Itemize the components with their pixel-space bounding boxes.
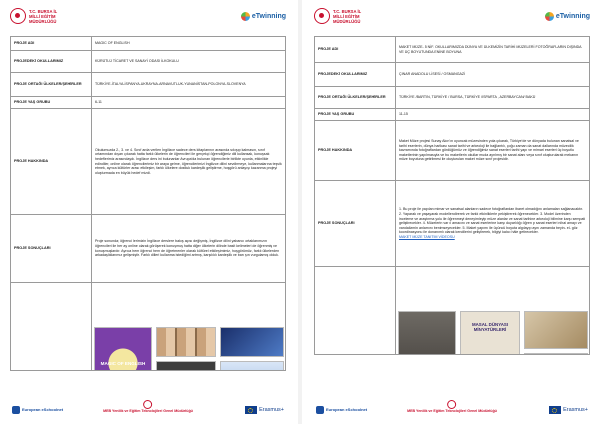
- erasmus-logo: [549, 406, 588, 414]
- row-key-empty: [315, 267, 396, 355]
- row-value: Maket Müze projesi Sunay Akın'ın oyuncak müzesinden yola çıkarak, Türkiye'de ve dünyada bulunan sanatsal ve tarihi eserlerin, dünya harikası sanat tarihi ve arkeoloji ile bağlantılı, çoğu zaman da sanat dallarında müzecilik kavramında fotoğraflardan gördüğümüz ve öğrendiğimiz sanat eserleri tarihi yapı ve mimari eserleri üç boyutlu maketlerinin yapılmasıyla ve bu maketlerin okullar muda ayrılmış bir sanat alanı veya sınıf oluşturularak mekanın müze boyutuna getirilmesi ile oluşturulan maket müze sınıf projesidir.: [396, 121, 590, 181]
- page-divider: [298, 0, 302, 424]
- row-key: PROJE YAŞ GRUBU: [11, 97, 92, 109]
- page-header: [10, 8, 286, 30]
- table-row: [315, 87, 590, 109]
- table-row: [315, 37, 590, 63]
- meb-logo-text: T.C. BURSA İL MİLLİ EĞİTİM MÜDÜRLÜĞÜ: [29, 8, 58, 24]
- page-header: [314, 8, 590, 30]
- meb-logo: [314, 8, 373, 24]
- etwinning-logo: [545, 12, 590, 21]
- eu-flag-icon: [245, 406, 257, 414]
- row-value: ÇINAR ANADOLU LİSESİ / OSMANGAZİ: [396, 63, 590, 87]
- table-row: [315, 267, 590, 355]
- photo-cell: [396, 267, 590, 355]
- row-value: KÜRÜTLÜ TİCARET VE SANAYİ ODASI İLKOKULU: [92, 51, 286, 73]
- eschoolnet-icon: [12, 406, 20, 414]
- table-row: [11, 97, 286, 109]
- row-key: PROJE ORTAĞI ÜLKELER/ŞEHİRLER: [315, 87, 396, 109]
- project-table-right: [314, 36, 590, 355]
- row-key: PROJE ADI: [11, 37, 92, 51]
- row-key: PROJE SONUÇLARI: [11, 215, 92, 283]
- row-key: PROJE HAKKINDA: [315, 121, 396, 181]
- results-text: 1. Bu proje ile yapılan mimar ve sanatsal alanların sadece fotoğraflardan ibaret olmadığını anlamaları sağlanacaktır. 2. Yaparak ve yaşayarak modellendirerek ve farklı etkinliklerle pekiştirerek öğrenecekler. 3. Model üzerinden inceleme ve araştırma yolu ile öğrenmeyi deneyimleyip müze alanlar ve sanat tarihine arkeoloji bilimine karşı sempati geliştirecekler. 4. Müzelerin var ıl amacını ve sanat eserlerine karşı duyarlılığı öğren p sanat eserleri nihai amayı ve vandalizmin anlamını benimseyecekler. 5. Maket yapımı ile üçüncü boyuta algılayıp aynı zamanda beyin- el- göz koordinasyonu ile donanımlı olarak kendilerini geliştirerek, bilgiyi kalıcı hâle getirecekler.: [399, 207, 586, 235]
- meb-footer-text: MEB Yenilik ve Eğitim Teknolojileri Genel Müdürlüğü: [407, 409, 497, 413]
- row-value: TÜRKİYE-İTALYA-İSPANYA-UKRAYNA-ARNAVUTLUK-YUNANİSTAN-POLONYA-SLOVENYA: [92, 73, 286, 97]
- miniature-book-cover-image: [460, 311, 520, 355]
- erasmus-text: Erasmus+: [259, 407, 284, 413]
- online-session-image: [220, 327, 284, 357]
- project-poster-image: [94, 327, 152, 371]
- row-key-empty: [11, 283, 92, 371]
- meb-footer-logo: [103, 400, 193, 413]
- eschoolnet-icon: [316, 406, 324, 414]
- eschoolnet-logo: [316, 406, 367, 414]
- left-page: [0, 0, 296, 424]
- table-row: [11, 73, 286, 97]
- model-exhibit-image: [524, 353, 588, 355]
- book-cover-title: MASAL DÜNYASI MİNYATÜRLERİ: [471, 321, 509, 332]
- photo-cell: [92, 283, 286, 371]
- table-row: [315, 181, 590, 267]
- project-table-left: [10, 36, 286, 371]
- row-value: 6-11: [92, 97, 286, 109]
- promo-video-link[interactable]: MAKET MÜZE TANITIM VİDEOSU: [399, 234, 455, 239]
- etwinning-text: eTwinning: [251, 13, 286, 20]
- row-key: PROJEDEKİ OKULLARIMIZ: [315, 63, 396, 87]
- classroom-photo-image: [220, 361, 284, 371]
- table-row: [11, 215, 286, 283]
- etwinning-text: eTwinning: [555, 13, 590, 20]
- meeting-screenshot-image: [156, 361, 216, 371]
- erasmus-text: Erasmus+: [563, 407, 588, 413]
- row-key: PROJE ADI: [315, 37, 396, 63]
- meb-footer-text: MEB Yenilik ve Eğitim Teknolojileri Genel Müdürlüğü: [103, 409, 193, 413]
- meb-logo: [10, 8, 69, 24]
- table-row: [11, 51, 286, 73]
- poster-caption: MAGIC OF ENGLISH: [100, 360, 146, 366]
- museum-model-image: [398, 311, 456, 355]
- model-building-image: [524, 311, 588, 349]
- table-row: [11, 37, 286, 51]
- row-value: Okulumuzda 2., 3. ve 4. Sınıf arda verilen İngilizce sadece ders kitaplarının arasında sıkışıp kalmasın, sınıf ortamından dışarı çıkarak hatta farklı ülkelerin de öğrencileri ile gerçekçi öğrendiğimiz dili kullansak, konuşsak hedeflerimiz arasındaydı. İngilizce ders ini bulunanlar Avrupa'da bulunan öğrencilerle birlikte oyunla, etkinlikle edindiler, online olarak öğrencilerimiz bir araya gelme, öğrencilerimizi İngilizce dilini sevdirmeye, kullanmalarına teşvik etmek, ayrıca kültürler arası etkileşim, farklı ülkelere dostluk kardeşlik geliştirme, hoşgörü anlayışı kazanma projeyi oluşturmada en büyük hedef mizdi.: [92, 109, 286, 215]
- row-key: PROJE YAŞ GRUBU: [315, 109, 396, 121]
- etwinning-logo: [241, 12, 286, 21]
- eschoolnet-text: European eSchoolnet: [326, 406, 368, 412]
- meb-footer-seal-icon: [447, 400, 456, 409]
- meb-logo-text: T.C. BURSA İL MİLLİ EĞİTİM MÜDÜRLÜĞÜ: [333, 8, 362, 24]
- row-key: PROJE SONUÇLARI: [315, 181, 396, 267]
- row-value: Proje sonunda; öğrenci lerimizin İngilizce derslere bakış açısı değişmiş, İngilizce dilini yabancı ortaklarımızın öğrencileri ile her ay online olarak görüşerek konuşmuş hatta diğer ülkelerin dilinde basit kelimeleri de öğrenmiş ve konuşmuşlardır. Ayrıca hem öğrenci hem de öğretmenler olarak kültürel etkileşimimiz, hoşgörümüz, farklı ülkelerden arkadaşlıklarımız gelişmiştir. Farklı dilleri kullanma istediğimi artmış, karşılıklı kardeşlik ve barı şın vurgulamış olduk.: [92, 215, 286, 283]
- table-row: [315, 121, 590, 181]
- etwinning-icon: [545, 12, 554, 21]
- eschoolnet-text: European eSchoolnet: [22, 406, 64, 412]
- table-row: [11, 283, 286, 371]
- page-footer: [0, 400, 296, 420]
- table-row: [315, 63, 590, 87]
- row-key: PROJEDEKİ OKULLARIMIZ: [11, 51, 92, 73]
- page-footer: [304, 400, 600, 420]
- right-page: [304, 0, 600, 424]
- meb-seal-icon: [314, 8, 330, 24]
- meb-seal-icon: [10, 8, 26, 24]
- etwinning-icon: [241, 12, 250, 21]
- row-key: PROJE ORTAĞI ÜLKELER/ŞEHİRLER: [11, 73, 92, 97]
- video-call-grid-image: [156, 327, 216, 357]
- meb-footer-seal-icon: [143, 400, 152, 409]
- row-value: MAKET MÜZE- 5 NİF. OKULLARIMIZDA DÜNYA VE ÜLKEMİZİN TARİHİ MÜZELERİ FOTOĞRAFLARIN DIŞINDA VE ÜÇ BOYUTUNDA ENİNE BOYUNA: [396, 37, 590, 63]
- row-value: 11-15: [396, 109, 590, 121]
- row-value: [396, 181, 590, 267]
- row-value: TÜRKİYE /BARTIN, TÜRKİYE / BURSA, TÜRKİYE /ISPARTA , AZERBAYCAN/ BAKÜ: [396, 87, 590, 109]
- table-row: [315, 109, 590, 121]
- row-key: PROJE HAKKINDA: [11, 109, 92, 215]
- eschoolnet-logo: [12, 406, 63, 414]
- row-value: MAGIC OF ENGLISH: [92, 37, 286, 51]
- table-row: [11, 109, 286, 215]
- meb-footer-logo: [407, 400, 497, 413]
- eu-flag-icon: [549, 406, 561, 414]
- erasmus-logo: [245, 406, 284, 414]
